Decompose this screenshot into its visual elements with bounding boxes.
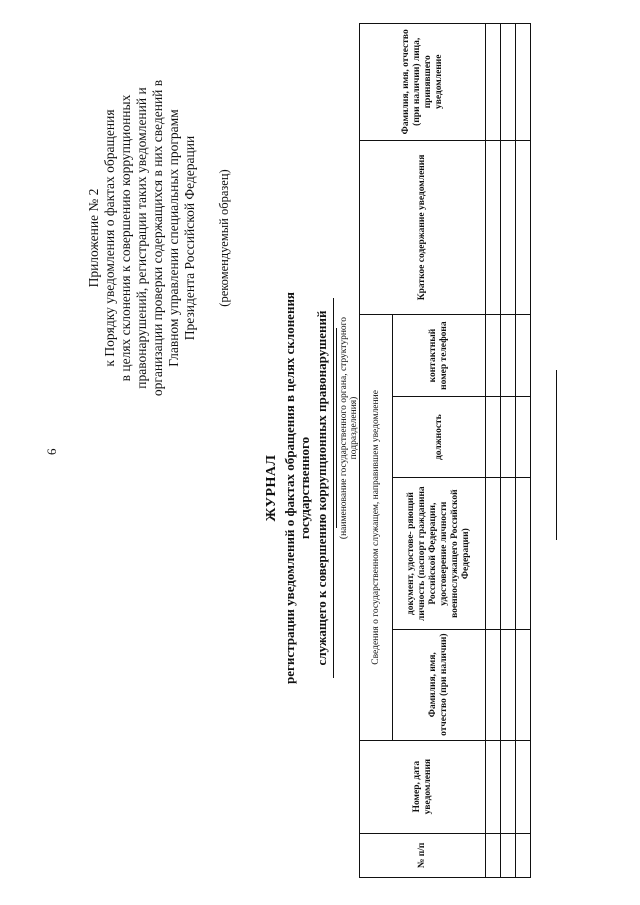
appendix-line: в целях склонения к совершению коррупционных <box>118 94 133 382</box>
appendix-header <box>86 48 232 428</box>
table-cell <box>516 140 531 315</box>
journal-subtitle: регистрации уведомлений о фактах обращения в целях склонения государственного <box>282 292 312 684</box>
table-cell <box>516 629 531 740</box>
rotated-page-content <box>8 18 608 898</box>
appendix-line: организации проверки содержащихся в них сведений в <box>150 79 165 397</box>
appendix-line: Главном управлении специальных программ <box>166 109 181 367</box>
table-cell <box>501 24 516 141</box>
journal-title: ЖУРНАЛ <box>264 454 279 522</box>
header-document: документ, удостове- ряющий личность (паспорт гражданина Российской Федерации, удостоверение личности военнослужащего Российской Федерации) <box>393 478 486 629</box>
sample-note: (рекомендуемый образец) <box>217 169 231 307</box>
header-summary: Краткое содержание уведомления <box>360 140 486 315</box>
table-cell <box>516 478 531 629</box>
table-row <box>516 24 531 878</box>
table-cell <box>501 629 516 740</box>
table-cell <box>486 740 501 833</box>
table-cell <box>486 24 501 141</box>
title-underline <box>333 298 334 678</box>
header-phone: контактный номер телефона <box>393 315 486 397</box>
table-cell <box>516 396 531 478</box>
table-cell <box>516 315 531 397</box>
table-cell <box>501 396 516 478</box>
table-cell <box>486 629 501 740</box>
journal-subtitle: служащего к совершению коррупционных правонарушений <box>314 310 329 666</box>
table-cell <box>501 315 516 397</box>
table-cell <box>516 24 531 141</box>
registration-table <box>359 23 531 878</box>
org-name-line <box>336 328 337 528</box>
header-receiver: Фамилия, имя, отчество (при наличии) лица, принявшего уведомление <box>360 24 486 141</box>
appendix-line: Приложение № 2 <box>86 188 101 288</box>
header-number-date: Номер, дата уведомления <box>360 740 486 833</box>
header-fio: Фамилия, имя, отчество (при наличии) <box>393 629 486 740</box>
table-row <box>501 24 516 878</box>
appendix-line: Президента Российской Федерации <box>182 135 197 341</box>
table-cell <box>516 833 531 877</box>
page-number: 6 <box>44 448 59 455</box>
table-cell <box>486 140 501 315</box>
table-row <box>486 24 501 878</box>
header-num: № п/п <box>360 833 486 877</box>
table-cell <box>486 315 501 397</box>
appendix-line: правонарушений, регистрации таких уведомлений и <box>134 87 149 389</box>
org-name-caption: (наименование государственного органа, структурного подразделения) <box>339 316 359 540</box>
header-group-employee: Сведения о государственном служащем, направившем уведомление <box>360 315 393 740</box>
table-cell <box>501 478 516 629</box>
header-position: должность <box>393 396 486 478</box>
table-cell <box>501 833 516 877</box>
table-cell <box>501 740 516 833</box>
table-cell <box>486 478 501 629</box>
table-cell <box>516 740 531 833</box>
appendix-line: к Порядку уведомления о фактах обращения <box>102 109 117 367</box>
table-cell <box>486 396 501 478</box>
table-cell <box>501 140 516 315</box>
separator-line <box>556 370 557 540</box>
table-cell <box>486 833 501 877</box>
journal-heading <box>264 268 334 708</box>
